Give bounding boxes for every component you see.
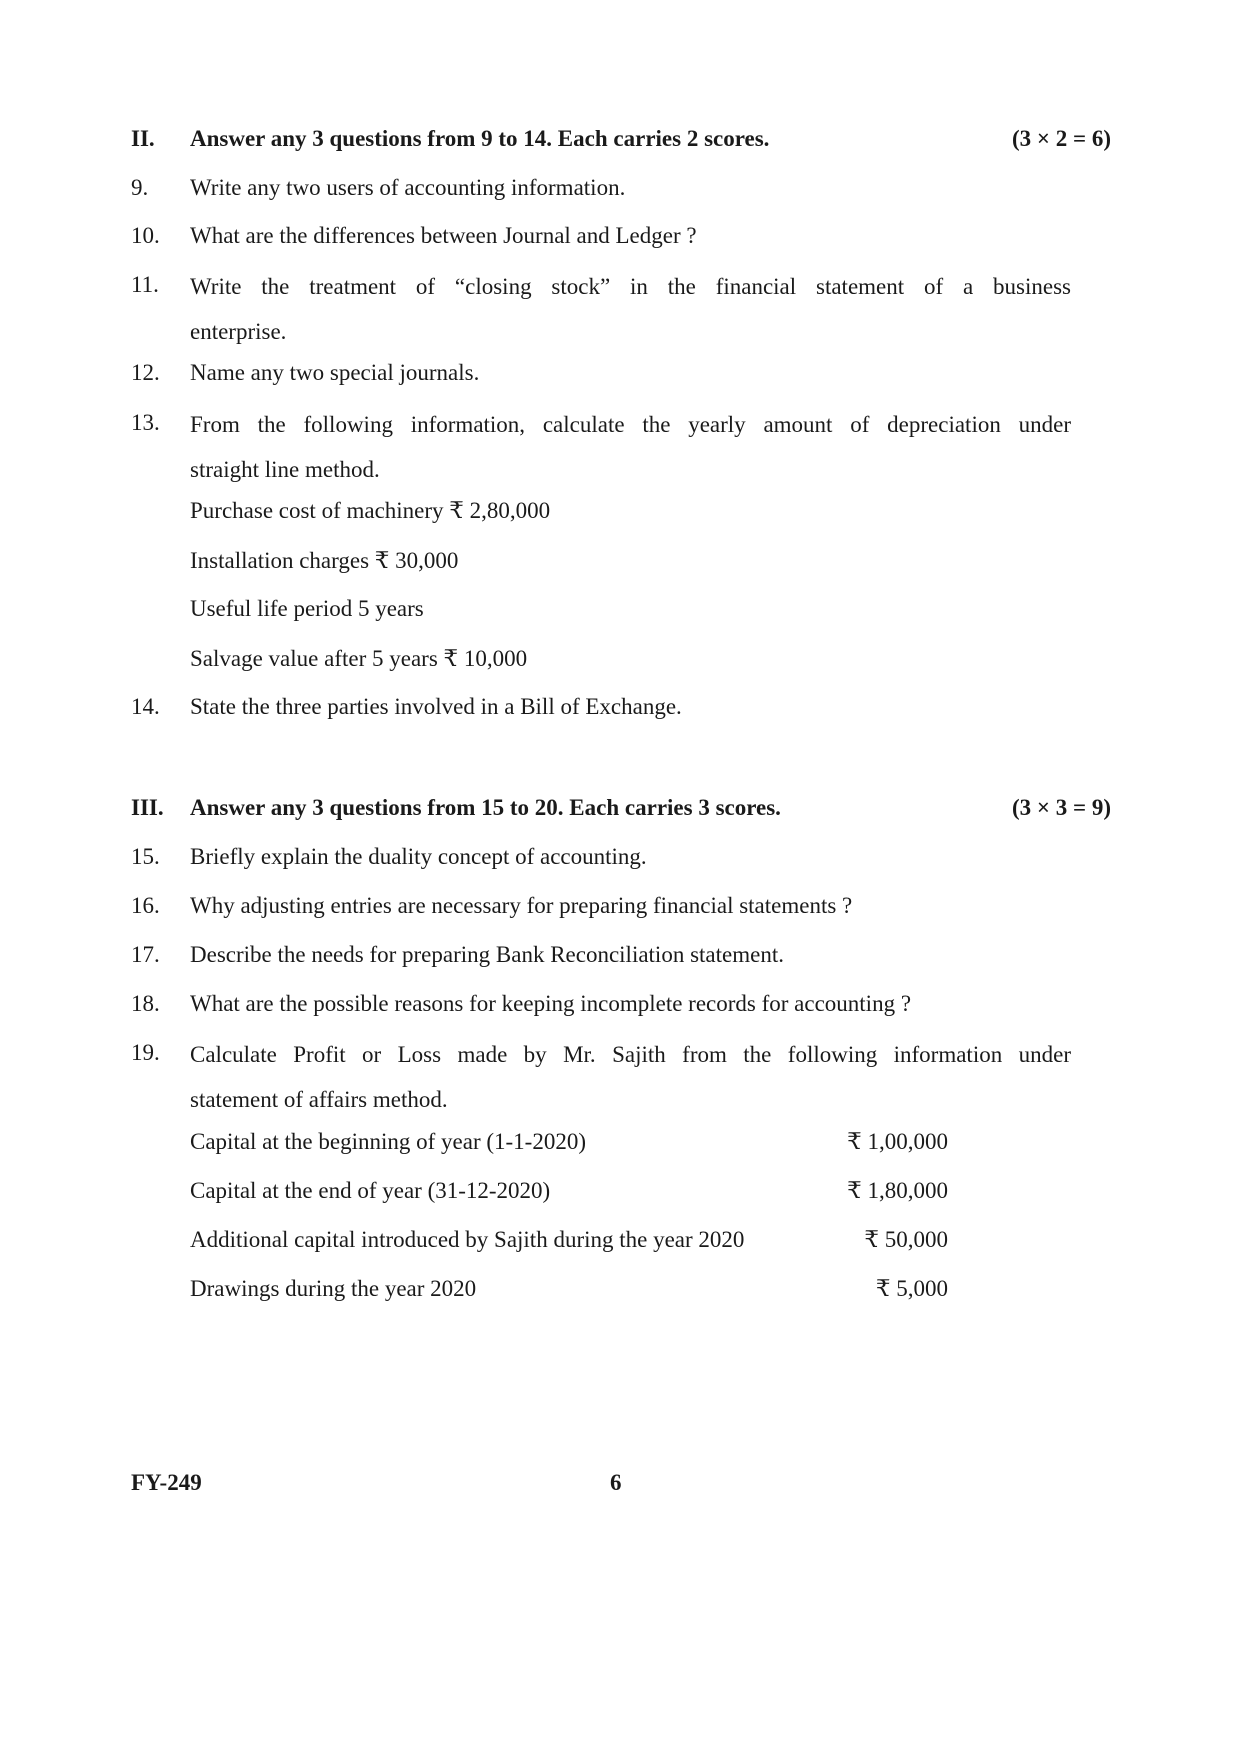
question-number: 16.	[131, 893, 160, 918]
q19-data-row	[190, 1178, 948, 1204]
section-number: III.	[131, 795, 164, 820]
question-number: 15.	[131, 844, 160, 869]
question-number: 17.	[131, 942, 160, 967]
question-number: 12.	[131, 360, 160, 385]
question-text: State the three parties involved in a Bill of Exchange.	[190, 694, 682, 719]
q13-data-item: Salvage value after 5 years ₹ 10,000	[190, 646, 528, 671]
q19-amount: ₹ 50,000	[864, 1227, 948, 1252]
q19-data-row	[190, 1227, 948, 1253]
q19-data-row	[190, 1276, 948, 1302]
section-2-heading	[131, 126, 1111, 156]
section-instruction: Answer any 3 questions from 15 to 20. Each carries 3 scores.	[190, 795, 781, 820]
q19-data-row	[190, 1129, 948, 1155]
question-text-line-2: enterprise.	[190, 319, 287, 344]
question-text: Briefly explain the duality concept of accounting.	[190, 844, 647, 869]
question-number: 14.	[131, 694, 160, 719]
question-text: What are the possible reasons for keeping incomplete records for accounting ?	[190, 991, 912, 1016]
page-number: 6	[610, 1470, 622, 1495]
section-marks: (3 × 3 = 9)	[1011, 795, 1111, 820]
question-number: 11.	[131, 272, 159, 297]
question-text: Name any two special journals.	[190, 360, 480, 385]
q13-data-item: Purchase cost of machinery ₹ 2,80,000	[190, 498, 551, 523]
q19-amount: ₹ 1,00,000	[847, 1129, 948, 1154]
question-number: 10.	[131, 223, 160, 248]
question-number: 9.	[131, 175, 149, 200]
question-text: Write any two users of accounting information.	[190, 175, 626, 200]
question-text-line-1: Calculate Profit or Loss made by Mr. Sajith from the following information under	[190, 1042, 1071, 1067]
q19-label: Capital at the beginning of year (1-1-2020)	[190, 1129, 586, 1154]
question-number: 13.	[131, 410, 160, 435]
section-number: II.	[131, 126, 155, 151]
section-marks: (3 × 2 = 6)	[1011, 126, 1111, 151]
question-number: 19.	[131, 1040, 160, 1065]
q13-data-item: Installation charges ₹ 30,000	[190, 548, 459, 573]
q19-label: Drawings during the year 2020	[190, 1276, 477, 1301]
q13-data-item: Useful life period 5 years	[190, 596, 424, 621]
q19-label: Additional capital introduced by Sajith during the year 2020	[190, 1227, 745, 1252]
section-3-heading	[131, 795, 1111, 825]
question-text-line-2: straight line method.	[190, 457, 380, 482]
q19-label: Capital at the end of year (31-12-2020)	[190, 1178, 551, 1203]
question-text-line-1: From the following information, calculate the yearly amount of depreciation under	[190, 412, 1071, 437]
question-text: What are the differences between Journal and Ledger ?	[190, 223, 697, 248]
question-number: 18.	[131, 991, 160, 1016]
question-text-line-1: Write the treatment of “closing stock” in the financial statement of a business	[190, 274, 1071, 299]
q19-amount: ₹ 5,000	[875, 1276, 948, 1301]
section-instruction: Answer any 3 questions from 9 to 14. Each carries 2 scores.	[190, 126, 770, 151]
question-text: Describe the needs for preparing Bank Reconciliation statement.	[190, 942, 784, 967]
q19-amount: ₹ 1,80,000	[847, 1178, 948, 1203]
question-text-line-2: statement of affairs method.	[190, 1087, 448, 1112]
question-text: Why adjusting entries are necessary for preparing financial statements ?	[190, 893, 853, 918]
paper-code: FY-249	[131, 1470, 202, 1495]
